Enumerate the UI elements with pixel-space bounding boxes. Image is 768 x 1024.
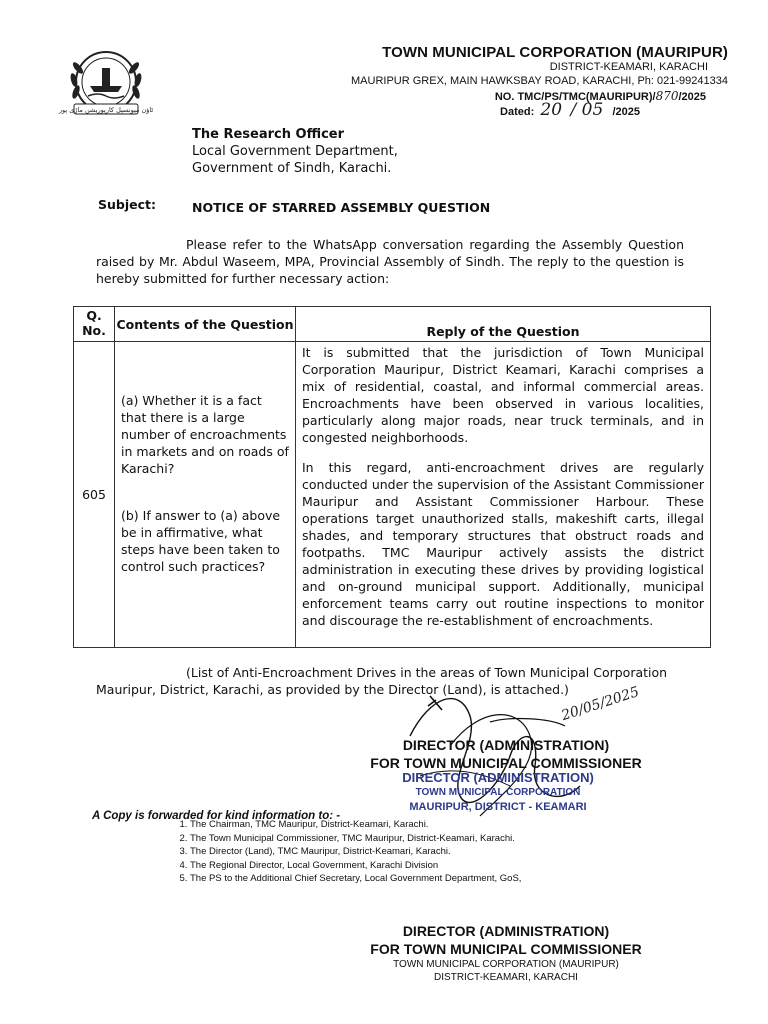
table-header-row (74, 307, 711, 342)
list-item: 4. The Regional Director, Local Government, Karachi Division (190, 859, 521, 873)
question-number-cell: 605 (74, 342, 115, 648)
list-item: 2. The Town Municipal Commissioner, TMC Mauripur, District-Keamari, Karachi. (190, 832, 521, 846)
list-item: 5. The PS to the Additional Chief Secretary, Local Government Department, GoS, (190, 872, 521, 886)
subject-label: Subject: (98, 197, 156, 212)
question-table (73, 306, 711, 648)
reply-cell (296, 342, 711, 648)
signatory-block (336, 736, 676, 772)
signatory2-district: DISTRICT-KEAMARI, KARACHI (434, 972, 578, 983)
organization-name: TOWN MUNICIPAL CORPORATION (MAURIPUR) (382, 44, 728, 61)
signatory-title: DIRECTOR (ADMINISTRATION) (402, 737, 610, 753)
header-q-line2: No. (82, 323, 106, 338)
attachment-note: (List of Anti-Encroachment Drives in the areas of Town Municipal Corporation Mauripur, District, Karachi, as provided by the Director (Land), is attached.) (96, 665, 668, 697)
copy-heading: A Copy is forwarded for kind information to: - (92, 810, 341, 822)
signatory-block-2 (336, 922, 676, 984)
signatory2-for: FOR TOWN MUNICIPAL COMMISSIONER (370, 941, 642, 957)
stamp-line2: TOWN MUNICIPAL CORPORATION (415, 787, 581, 798)
list-item: 1. The Chairman, TMC Mauripur, District-Keamari, Karachi. (190, 818, 521, 832)
question-contents-cell (115, 342, 296, 648)
reference-suffix: /2025 (678, 91, 706, 103)
signature-date: 20/05/2025 (559, 683, 642, 725)
copy-list (150, 818, 521, 886)
dated-month: 05 (581, 100, 604, 120)
intro-paragraph: Please refer to the WhatsApp conversation regarding the Assembly Question raised by Mr. Abdul Waseem, MPA, Provincial Assembly of Sindh. The reply to the question is hereby submitted for further necessary action: (96, 237, 684, 286)
question-part-a: (a) Whether it is a fact that there is a large number of encroachments in markets and on roads of Karachi? (121, 393, 289, 476)
organization-district: DISTRICT-KEAMARI, KARACHI (549, 61, 708, 73)
organization-address: MAURIPUR GREX, MAIN HAWKSBAY ROAD, KARACHI, Ph: 021-99241334 (351, 75, 728, 87)
dated-label: Dated: (500, 106, 535, 118)
addressee-line2: Local Government Department, (192, 144, 398, 159)
reply-paragraph-1: It is submitted that the jurisdiction of Town Municipal Corporation Mauripur, District Keamari, Karachi comprises a mix of residential, coastal, and informal commercial areas. Encroachments have been observed in various localities, particularly along major roads, near truck terminals, and in congested neighborhoods. (302, 345, 704, 445)
list-item: 3. The Director (Land), TMC Mauripur, District-Keamari, Karachi. (190, 845, 521, 859)
letter-date (500, 100, 640, 120)
header-question-number (74, 307, 115, 342)
table-row (74, 342, 711, 648)
dated-year: /2025 (612, 106, 640, 118)
reference-prefix: NO. TMC/PS/TMC(MAURIPUR)/ (494, 91, 656, 103)
logo-urdu-text: ٹاؤن میونسپل کارپوریشن ماڑی پور (58, 106, 154, 114)
signatory2-title: DIRECTOR (ADMINISTRATION) (402, 923, 610, 939)
header-reply: Reply of the Question (296, 307, 711, 342)
signatory2-office: TOWN MUNICIPAL CORPORATION (MAURIPUR) (393, 959, 619, 970)
header-contents: Contents of the Question (115, 307, 296, 342)
signatory-for: FOR TOWN MUNICIPAL COMMISSIONER (370, 755, 642, 771)
addressee-line3: Government of Sindh, Karachi. (192, 161, 392, 176)
stamp-line1: DIRECTOR (ADMINISTRATION) (402, 770, 594, 785)
question-part-b: (b) If answer to (a) above be in affirmative, what steps have been taken to control such practices? (121, 508, 281, 574)
tmc-mauripur-logo (58, 38, 154, 134)
addressee-block (192, 126, 398, 177)
reply-paragraph-2: In this regard, anti-encroachment drives are regularly conducted under the supervision of the Assistant Commissioner Mauripur and Assistant Commissioner Harbour. These operations target unauthorized stalls, makeshift carts, illegal shades, and temporary structures that obstruct roads and footpaths. TMC Mauripur actively assists the district administration in executing these drives by providing logistical and on-ground municipal support. Additionally, municipal enforcement teams carry out routine inspections to monitor and discourage the re-establishment of encroachments. (302, 460, 704, 628)
header-q-line1: Q. (86, 308, 102, 323)
dated-slash: / (565, 100, 582, 120)
office-stamp (348, 770, 648, 815)
reference-handwritten: 870 (655, 89, 679, 103)
addressee-line1: The Research Officer (192, 127, 345, 142)
dated-day: 20 (540, 100, 563, 120)
subject-text: NOTICE OF STARRED ASSEMBLY QUESTION (192, 200, 491, 215)
stamp-line3: MAURIPUR, DISTRICT - KEAMARI (409, 801, 587, 813)
